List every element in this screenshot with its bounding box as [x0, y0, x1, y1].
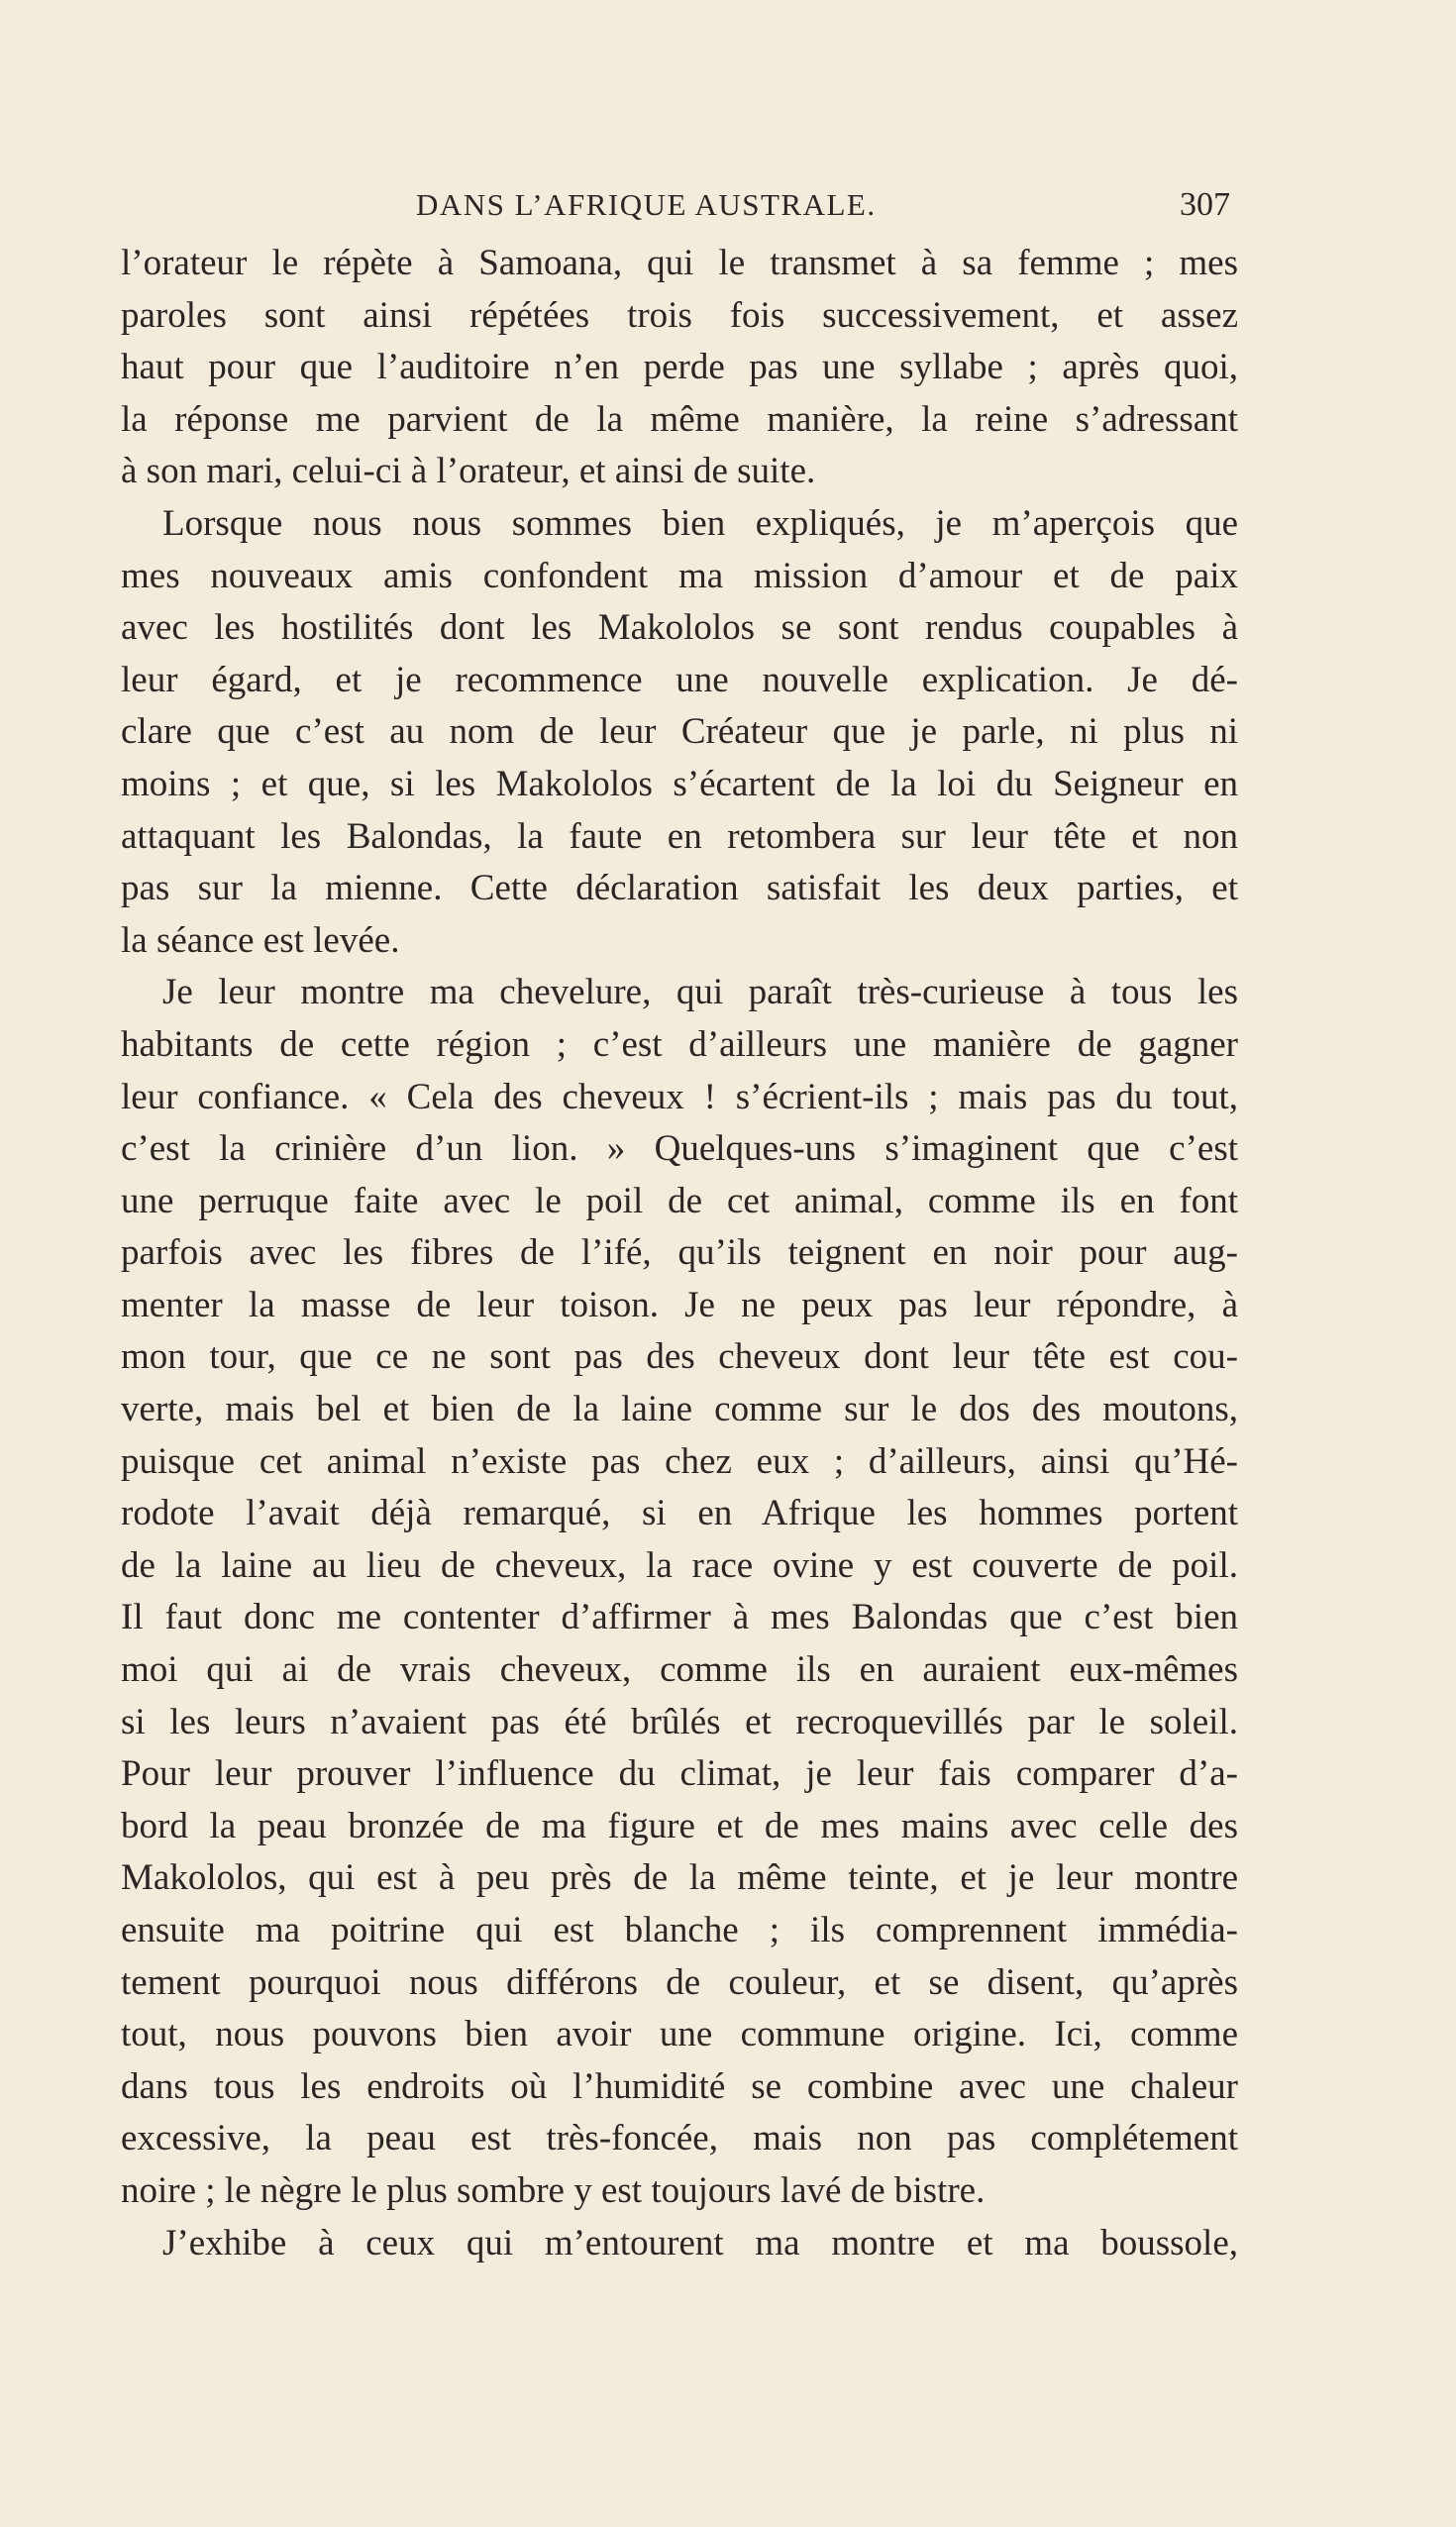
text-line: moins ; et que, si les Makololos s’écartent de la loi du Seigneur en [121, 763, 1238, 804]
text-line: avec les hostilités dont les Makololos se sont rendus coupables à [121, 607, 1238, 649]
text-line: une perruque faite avec le poil de cet animal, comme ils en font [121, 1180, 1238, 1221]
running-title: DANS L’AFRIQUE AUSTRALE. [416, 187, 877, 222]
paragraph-start-line: Je leur montre ma chevelure, qui paraît très-curieuse à tous les [162, 972, 1238, 1013]
text-line: si les leurs n’avaient pas été brûlés et recroquevillés par le soleil. [121, 1701, 1238, 1742]
text-line: clare que c’est au nom de leur Créateur que je parle, ni plus ni [121, 711, 1238, 753]
text-line: noire ; le nègre le plus sombre y est toujours lavé de bistre. [121, 2169, 986, 2211]
text-line: Makololos, qui est à peu près de la même teinte, et je leur montre [121, 1857, 1238, 1899]
paragraph-start-line: Lorsque nous nous sommes bien expliqués, je m’aperçois que [162, 502, 1238, 544]
text-line: de la laine au lieu de cheveux, la race ovine y est couverte de poil. [121, 1544, 1238, 1586]
text-line: ensuite ma poitrine qui est blanche ; ils comprennent immédia- [121, 1910, 1238, 1950]
running-head [121, 180, 1230, 230]
text-line: tement pourquoi nous différons de couleur, et se disent, qu’après [121, 1961, 1238, 2003]
text-line: tout, nous pouvons bien avoir une commune origine. Ici, comme [121, 2014, 1238, 2055]
text-line: Il faut donc me contenter d’affirmer à mes Balondas que c’est bien [121, 1597, 1238, 1638]
text-line: dans tous les endroits où l’humidité se combine avec une chaleur [121, 2065, 1238, 2107]
text-line: puisque cet animal n’existe pas chez eux ; d’ailleurs, ainsi qu’Hé- [121, 1440, 1238, 1482]
text-line: moi qui ai de vrais cheveux, comme ils en auraient eux-mêmes [121, 1649, 1238, 1691]
text-line: habitants de cette région ; c’est d’ailleurs une manière de gagner [121, 1023, 1238, 1065]
text-line: mes nouveaux amis confondent ma mission d’amour et de paix [121, 555, 1238, 596]
paragraph-start-line: J’exhibe à ceux qui m’entourent ma montre et ma boussole, [162, 2222, 1238, 2264]
text-line: l’orateur le répète à Samoana, qui le transmet à sa femme ; mes [121, 243, 1238, 283]
text-line: la séance est levée. [121, 919, 400, 961]
text-line: leur confiance. « Cela des cheveux ! s’écrient-ils ; mais pas du tout, [121, 1076, 1238, 1117]
page-number: 307 [1180, 186, 1230, 223]
text-line: haut pour que l’auditoire n’en perde pas une syllabe ; après quoi, [121, 347, 1238, 388]
text-line: bord la peau bronzée de ma figure et de mes mains avec celle des [121, 1805, 1238, 1846]
text-line: rodote l’avait déjà remarqué, si en Afrique les hommes portent [121, 1493, 1238, 1534]
text-line: mon tour, que ce ne sont pas des cheveux dont leur tête est cou- [121, 1336, 1238, 1378]
body-text [121, 238, 1238, 2269]
text-line: c’est la crinière d’un lion. » Quelques-uns s’imaginent que c’est [121, 1128, 1238, 1170]
text-line: menter la masse de leur toison. Je ne peux pas leur répondre, à [121, 1284, 1238, 1325]
text-line: excessive, la peau est très-foncée, mais non pas complétement [121, 2118, 1238, 2159]
text-line: la réponse me parvient de la même manière, la reine s’adressant [121, 398, 1238, 440]
text-line: pas sur la mienne. Cette déclaration satisfait les deux parties, et [121, 868, 1238, 909]
text-line: leur égard, et je recommence une nouvelle explication. Je dé- [121, 659, 1238, 700]
text-line: parfois avec les fibres de l’ifé, qu’ils teignent en noir pour aug- [121, 1232, 1238, 1274]
text-line: à son mari, celui-ci à l’orateur, et ainsi de suite. [121, 451, 816, 492]
text-line: Pour leur prouver l’influence du climat, je leur fais comparer d’a- [121, 1753, 1238, 1795]
text-line: attaquant les Balondas, la faute en retombera sur leur tête et non [121, 815, 1238, 857]
text-line: paroles sont ainsi répétées trois fois successivement, et assez [121, 294, 1238, 336]
text-line: verte, mais bel et bien de la laine comme sur le dos des moutons, [121, 1389, 1238, 1430]
